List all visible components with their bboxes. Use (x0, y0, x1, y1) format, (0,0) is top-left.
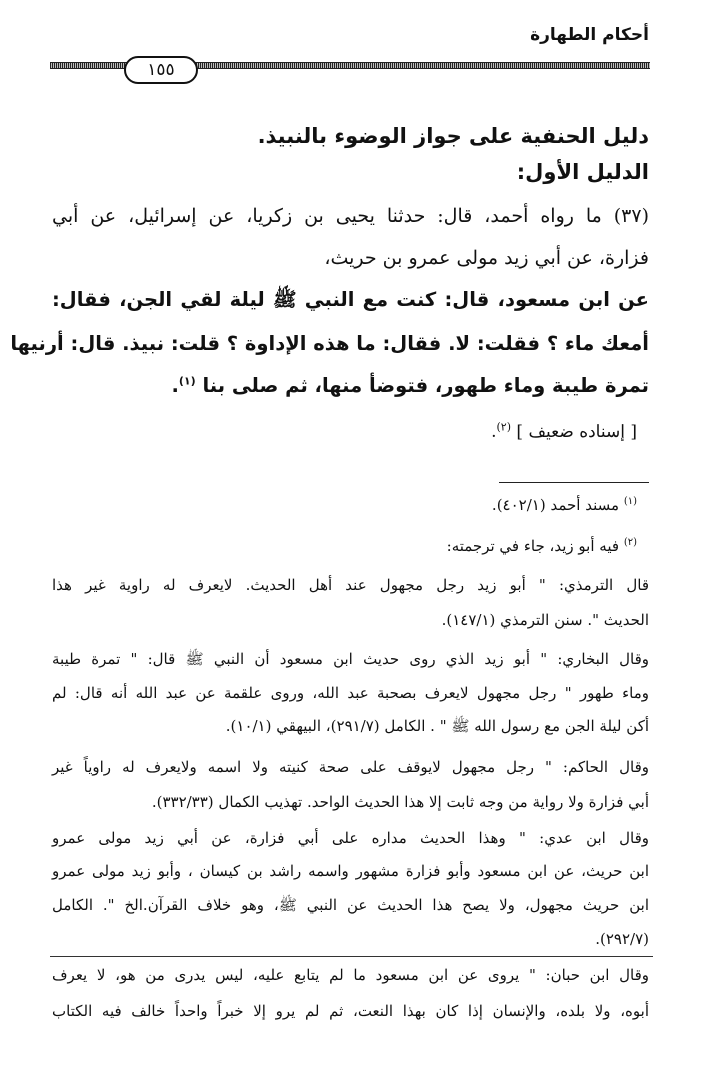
section-heading: دليل الحنفية على جواز الوضوء بالنبيذ. (257, 124, 649, 148)
footnote-ref-1: (١) (178, 374, 196, 388)
isnad-grade (491, 422, 637, 442)
footnote-line: (٢٩٢/٧). (595, 930, 649, 948)
footnote-2 (447, 537, 637, 555)
hadith-line-2: أمعك ماء ؟ فقلت: لا. فقال: ما هذه الإداوة ؟ قلت: نبيذ. قال: أرنيها (10, 332, 649, 355)
footnote-line: وقال الحاكم: " رجل مجهول لايوقف على صحة كنيته ولا اسمه ولايعرف له راوياً غير (52, 758, 649, 776)
hadith-line-1: عن ابن مسعود، قال: كنت مع النبي ﷺ ليلة لقي الجن، فقال: (52, 288, 649, 311)
footnote-line: ابن حريث، عن ابن مسعود وأبو فزارة مشهور واسمه راشد بن كيسان ، وأبو زيد مولى عمرو (52, 862, 649, 880)
footnote-divider (499, 482, 649, 483)
narration-line-2: فزارة، عن أبي زيد مولى عمرو بن حريث، (324, 247, 649, 269)
hadith-line-3-text: تمرة طيبة وماء طهور، فتوضأ منها، ثم صلى بنا (202, 374, 649, 397)
page-number: ١٥٥ (124, 56, 198, 84)
isnad-grade-text: [ إسناده ضعيف ] (516, 422, 637, 442)
hadith-line-3 (171, 374, 649, 397)
footnote-1-number: (١) (623, 496, 637, 507)
footnote-1 (492, 496, 637, 514)
footnote-2-number: (٢) (623, 537, 637, 548)
footnote-ref-2: (٢) (496, 420, 511, 434)
footnote-line: وقال ابن حبان: " يروى عن ابن مسعود ما لم يتابع عليه، ليس يدرى من هو، لا يعرف (52, 966, 649, 984)
footnote-2-text: فيه أبو زيد، جاء في ترجمته: (446, 537, 620, 555)
running-header-title: أحكام الطهارة (530, 25, 649, 45)
hadith-line-3-end: . (171, 374, 179, 397)
footnote-line: وقال ابن عدي: " وهذا الحديث مداره على أبي فزارة، عن أبي زيد مولى عمرو (52, 829, 649, 847)
footnote-line: قال الترمذي: " أبو زيد رجل مجهول عند أهل الحديث. لايعرف له راوية غير هذا (52, 576, 649, 594)
footnote-line: أكن ليلة الجن مع رسول الله ﷺ " . الكامل (٢٩١/٧)، البيهقي (١٠/١). (225, 717, 649, 735)
footnote-line: الحديث ". سنن الترمذي (١٤٧/١). (441, 611, 649, 629)
footnote-line: وقال البخاري: " أبو زيد الذي روى حديث ابن مسعود أن النبي ﷺ قال: " تمرة طيبة (52, 650, 649, 668)
footnote-1-text: مسند أحمد (٤٠٢/١). (491, 496, 620, 514)
narration-line-1: (٣٧) ما رواه أحمد، قال: حدثنا يحيى بن زكريا، عن إسرائيل، عن أبي (52, 205, 649, 227)
footnote-line: أبي فزارة ولا رواية من وجه ثابت إلا هذا الحديث الواحد. تهذيب الكمال (٣٣٢/٣٣). (151, 793, 649, 811)
footnote-line: أبوه، ولا بلده، والإنسان إذا كان بهذا النعت، ثم لم يرو إلا خبراً واحداً خالف فيه الكتاب (52, 1002, 649, 1020)
isnad-grade-end: . (491, 422, 497, 442)
first-proof-heading: الدليل الأول: (516, 160, 649, 184)
footnote-line: وماء طهور " رجل مجهول لايعرف بصحبة عبد الله، وروى علقمة عن عبد الله أنه قال: لم (52, 684, 649, 702)
footnote-separator (50, 956, 653, 957)
footnote-line: ابن حريث مجهول، ولا يصح هذا الحديث عن النبي ﷺ، وهو خلاف القرآن.الخ ". الكامل (52, 896, 649, 914)
